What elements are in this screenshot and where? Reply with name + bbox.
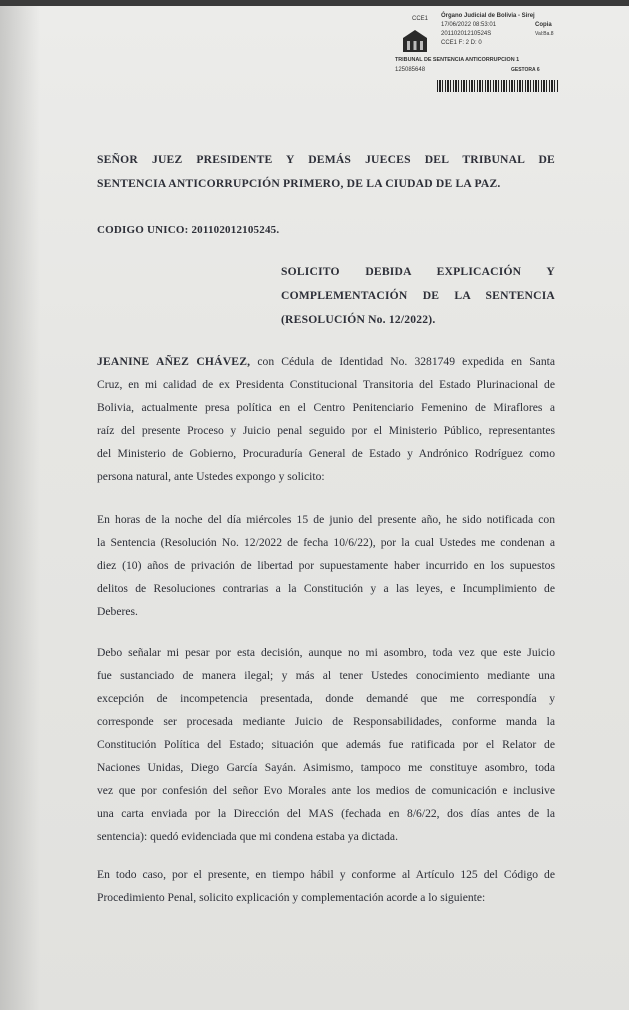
stamp-folios: CCE1 F: 2 D: 0 (441, 40, 482, 46)
para3-line-2: Procedimiento Penal, solicito explicación y complementación acorde a lo siguiente: (97, 891, 486, 904)
stamp-copy: Copia (535, 22, 552, 28)
para2-line-2: fue sustanciado de manera ilegal; y más al tener Ustedes conocimiento mediante una (97, 669, 555, 682)
para2-line-8: una carta enviada por la Dirección del MAS (fechada en 8/6/22, dos días antes de la (97, 807, 555, 820)
intro-line-5: del Ministerio de Gobierno, Procuraduría General de Estado y Andrónico Rodríguez como (97, 447, 555, 460)
para1-line-2: la Sentencia (Resolución No. 12/2022 de fecha 10/6/22), por la cual Ustedes me condenan a (97, 536, 555, 549)
intro-line-6: persona natural, ante Ustedes expongo y solicito: (97, 470, 325, 483)
stamp-tribunal: TRIBUNAL DE SENTENCIA ANTICORRUPCION 1 (395, 57, 520, 63)
intro-line-2: Cruz, en mi calidad de ex Presidenta Constitucional Transitoria del Estado Plurinacional de (97, 378, 555, 391)
stamp-code: CCE1 (412, 16, 429, 22)
para1-line-5: Deberes. (97, 605, 138, 618)
stamp-institution: Órgano Judicial de Bolivia - Sirej (441, 13, 535, 19)
petitioner-name: JEANINE AÑEZ CHÁVEZ, (97, 355, 251, 368)
stamp-id: 125085648 (395, 67, 426, 73)
para2-line-3: excepción de incompetencia presentada, donde demandé que me correspondía y (97, 692, 555, 705)
barcode (437, 80, 559, 92)
para2-line-4: corresponde ser procesada mediante Juicio de Responsabilidades, conforme manda la (97, 715, 555, 728)
subject-line-3: (RESOLUCIÓN No. 12/2022). (281, 313, 436, 326)
para2-line-7: vez que por confesión del señor Evo Morales ante los medios de comunicación e inclusive (97, 784, 555, 797)
para1-line-3: diez (10) años de privación de libertad por supuestamente haber incurrido en los supuestos (97, 559, 555, 572)
para3-line-1: En todo caso, por el presente, en tiempo hábil y conforme al Artículo 125 del Código de (97, 868, 555, 881)
para2-line-1: Debo señalar mi pesar por esta decisión, aunque no mi asombro, toda vez que este Juicio (97, 646, 555, 659)
para1-line-1: En horas de la noche del día miércoles 15 de junio del presente año, he sido notificada con (97, 513, 555, 526)
para2-line-6: Naciones Unidas, Diego García Sayán. Asimismo, tampoco me constituye asombro, toda (97, 761, 555, 774)
addressee-line-1: SEÑOR JUEZ PRESIDENTE Y DEMÁS JUECES DEL TRIBUNAL DE (97, 153, 555, 166)
intro-line-1: JEANINE AÑEZ CHÁVEZ, con Cédula de Identidad No. 3281749 expedida en Santa (97, 355, 555, 368)
stamp-number: 20110201210524S (441, 31, 492, 37)
stamp-gestora: GESTORA 6 (511, 67, 540, 73)
subject-line-2: COMPLEMENTACIÓN DE LA SENTENCIA (281, 289, 555, 302)
para1-line-4: delitos de Resoluciones contrarias a la Constitución y a las leyes, e Incumplimiento de (97, 582, 555, 595)
para2-line-9: sentencia): quedó evidenciada que mi condena estaba ya dictada. (97, 830, 398, 843)
stamp-datetime: 17/06/2022 08:53:01 (441, 22, 497, 28)
para2-line-5: Constitución Política del Estado; situación que además fue ratificada por el Relator de (97, 738, 555, 751)
codigo-unico: CODIGO UNICO: 201102012105245. (97, 224, 280, 236)
subject-line-1: SOLICITO DEBIDA EXPLICACIÓN Y (281, 265, 555, 278)
court-seal-icon (401, 28, 429, 56)
stamp-val: Val:Ba.8 (535, 31, 554, 37)
intro-line-3: Bolivia, actualmente presa política en el Centro Penitenciario Femenino de Miraflores a (97, 401, 555, 414)
addressee-line-2: SENTENCIA ANTICORRUPCIÓN PRIMERO, DE LA CIUDAD DE LA PAZ. (97, 177, 501, 190)
intro-line-4: raíz del presente Proceso y Juicio penal seguido por el Ministerio Público, representantes (97, 424, 555, 437)
